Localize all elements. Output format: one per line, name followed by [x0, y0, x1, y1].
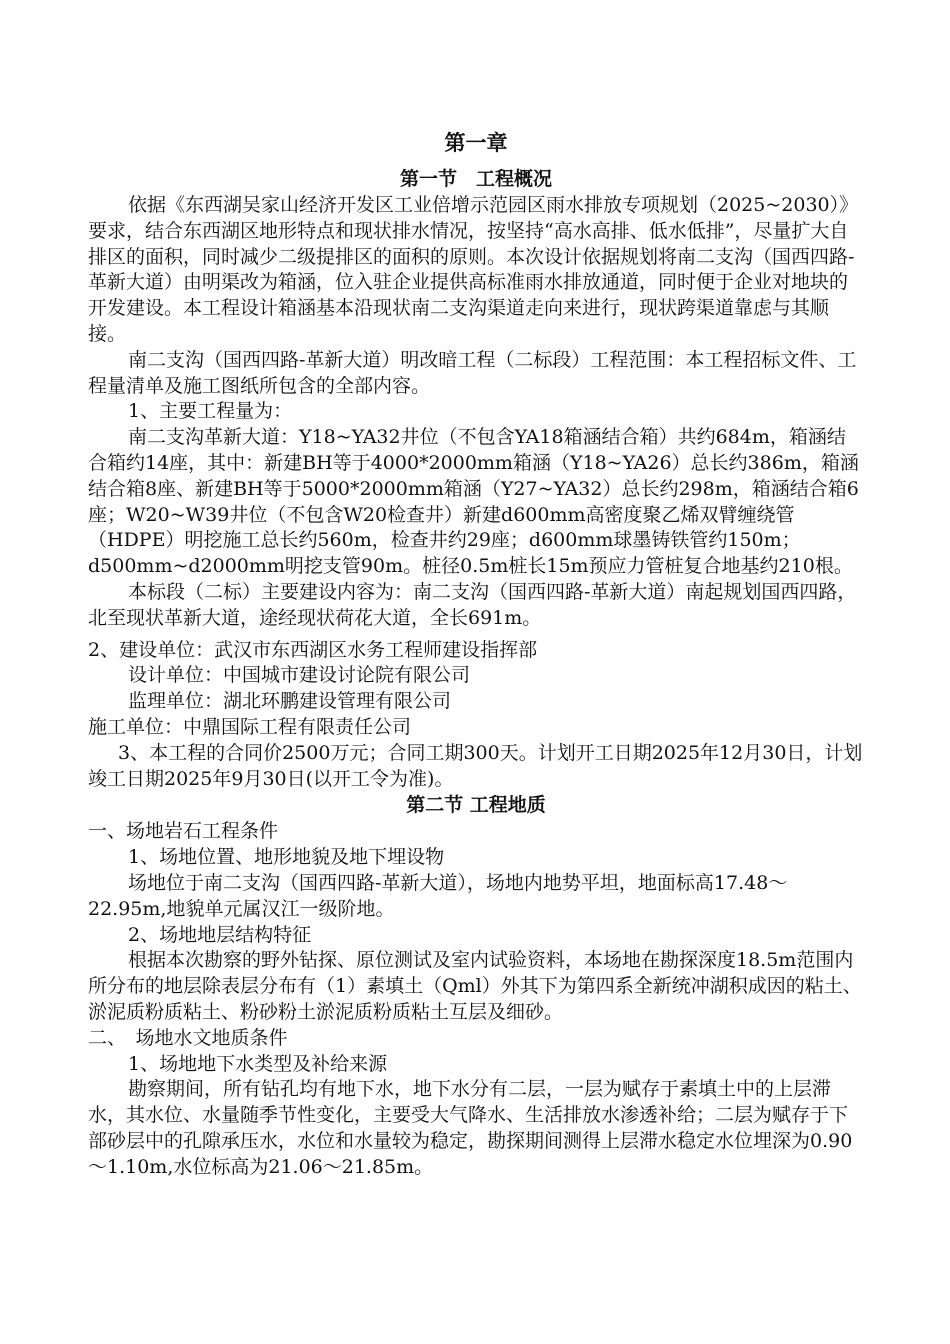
construction-unit: 施工单位：中鼎国际工程有限责任公司: [88, 715, 412, 738]
supervision-unit: 监理单位：湖北环鹏建设管理有限公司: [128, 690, 452, 713]
strata-heading: 2、场地地层结构特征: [128, 923, 312, 946]
contents-paragraph: 本标段（二标）主要建设内容为：南二支沟（国西四路-革新大道）南起规划国西四路，北至现状革新大道，途经现状荷花大道，全长691m。: [88, 580, 857, 629]
hydro-conditions-heading: 二、 场地水文地质条件: [88, 1026, 288, 1049]
contract-paragraph: 3、本工程的合同价2500万元；合同工期300天。计划开工日期2025年12月30日，计划竣工日期2025年9月30日(以开工令为准)。: [88, 741, 863, 790]
chapter-title: 第一章: [444, 130, 508, 155]
groundwater-heading: 1、场地地下水类型及补给来源: [128, 1052, 388, 1075]
document-page: [88, 128, 864, 1180]
groundwater-paragraph: 勘察期间，所有钻孔均有地下水，地下水分有二层，一层为赋存于素填土中的上层滞水，其水位、水量随季节性变化，主要受大气降水、生活排放水渗透补给；二层为赋存于下部砂层中的孔隙承压水，水位和水量较为稳定，勘探期间测得上层滞水稳定水位埋深为0.90～1.10m,水位标高为21.06～21.85m。: [88, 1078, 853, 1178]
rock-conditions-heading: 一、场地岩石工程条件: [88, 820, 279, 843]
quantities-paragraph: 南二支沟革新大道：Y18~YA32井位（不包含YA18箱涵结合箱）共约684m，箱涵结合箱约14座，其中：新建BH等于4000*2000mm箱涵（Y18~YA26）总长约386m，箱涵结合箱8座、新建BH等于5000*2000mm箱涵（Y27~YA32）总长约298m，箱涵结合箱6座；W20~W39井位（不包含W20检查井）新建d600mm高密度聚乙烯双臂缠绕管（HDPE）明挖施工总长约560m，检查井约29座；d600mm球墨铸铁管约150m；d500mm~d2000mm明挖支管90m。桩径0.5m桩长15m预应力管桩复合地基约210根。: [88, 426, 859, 578]
design-unit: 设计单位：中国城市建设讨论院有限公司: [128, 664, 471, 687]
site-location-heading: 1、场地位置、地形地貌及地下埋设物: [128, 846, 445, 869]
overview-paragraph: 依据《东西湖吴家山经济开发区工业倍增示范园区雨水排放专项规划（2025~2030）》要求，结合东西湖区地形特点和现状排水情况，按坚持“高水高排、低水低排”，尽量扩大自排区的面积，同时减少二级提排区的面积的原则。本次设计依据规划将南二支沟（国西四路-革新大道）由明渠改为箱涵，位入驻企业提供高标准雨水排放通道，同时便于企业对地块的开发建设。本工程设计箱涵基本沿现状南二支沟渠道走向来进行，现状跨渠道靠虑与其顺接。: [88, 194, 859, 345]
strata-paragraph: 根据本次勘察的野外钻探、原位测试及室内试验资料，本场地在勘探深度18.5m范围内所分布的地层除表层分布有（1）素填土（Qml）外其下为第四系全新统冲湖积成因的粘土、淤泥质粉质粘土、粉砂粉土淤泥质粉质粘土互层及细砂。: [88, 949, 862, 1023]
scope-paragraph: 南二支沟（国西四路-革新大道）明改暗工程（二标段）工程范围：本工程招标文件、工程量清单及施工图纸所包含的全部内容。: [88, 348, 857, 397]
owner-unit: 2、建设单位：武汉市东西湖区水务工程师建设指挥部: [88, 638, 538, 661]
quantities-heading: 1、主要工程量为：: [128, 400, 293, 423]
section-title-geology: 第二节 工程地质: [406, 794, 546, 817]
section-title-overview: 第一节 工程概况: [399, 168, 552, 190]
site-location-paragraph: 场地位于南二支沟（国西四路-革新大道），场地内地势平坦，地面标高17.48～22.95m,地貌单元属汉江一级阶地。: [88, 871, 788, 920]
